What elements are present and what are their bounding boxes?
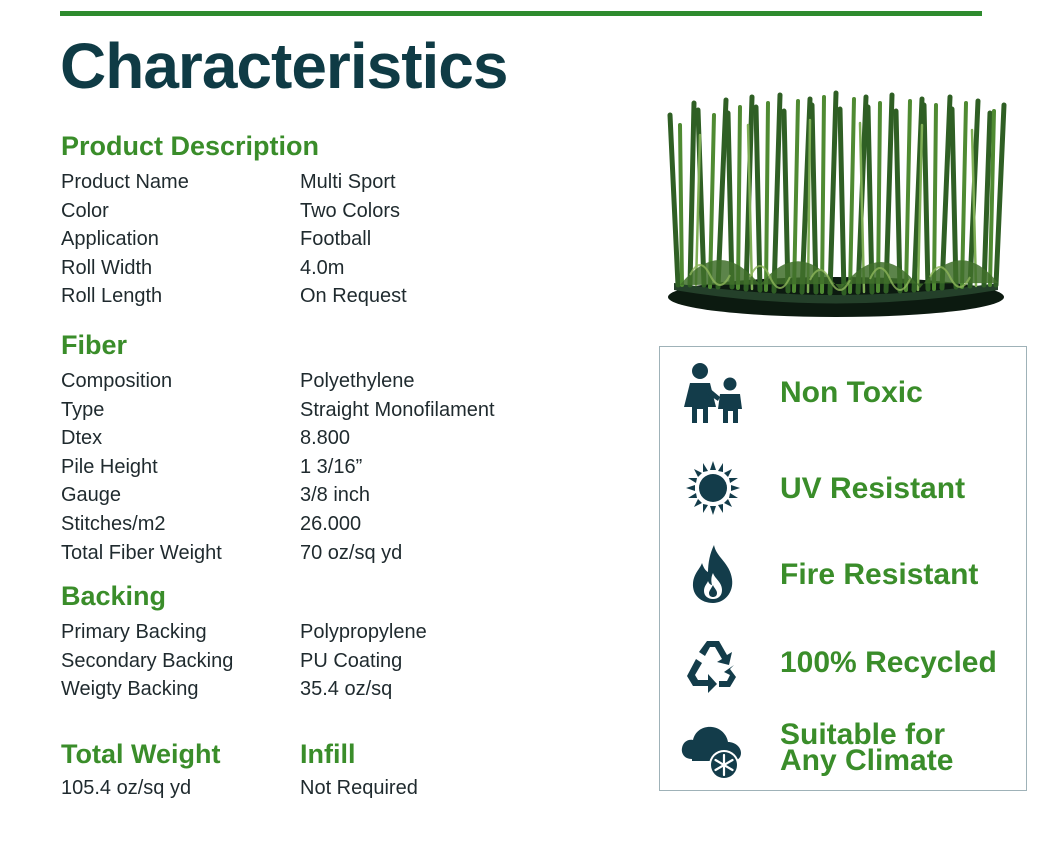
feature-fire-resistant xyxy=(660,539,1026,619)
spec-value: 4.0m xyxy=(300,256,345,279)
spec-value: 70 oz/sq yd xyxy=(300,541,403,564)
feature-label-line2: Any Climate xyxy=(780,744,954,777)
spec-value: Polyethylene xyxy=(300,370,415,392)
spec-row xyxy=(61,647,621,676)
spec-value: Polypropylene xyxy=(300,621,427,643)
spec-label: Application xyxy=(61,228,159,251)
feature-any-climate xyxy=(660,715,1026,795)
spec-row xyxy=(61,675,621,704)
spec-label: Secondary Backing xyxy=(61,649,234,672)
spec-row xyxy=(61,453,621,482)
spec-row xyxy=(61,254,621,283)
spec-row xyxy=(61,510,621,539)
backing-section xyxy=(61,580,621,704)
spec-label: Gauge xyxy=(61,484,122,507)
spec-value: Straight Monofilament xyxy=(300,398,495,421)
feature-label: Suitable for xyxy=(780,718,946,751)
spec-value: 8.800 xyxy=(300,427,351,450)
spec-label: Roll Length xyxy=(61,285,163,308)
product-description-section xyxy=(61,130,621,311)
infill-heading: Infill xyxy=(300,739,356,769)
feature-non-toxic xyxy=(660,357,1026,437)
feature-label: Non Toxic xyxy=(780,376,923,409)
spec-value: 35.4 oz/sq xyxy=(300,678,393,701)
spec-label: Product Name xyxy=(61,171,189,193)
feature-recycled xyxy=(660,627,1026,707)
spec-value: Football xyxy=(300,228,372,251)
summary-row xyxy=(61,736,621,804)
total-weight-block xyxy=(61,736,300,804)
cloud-snow-icon xyxy=(678,715,748,785)
spec-row xyxy=(61,282,621,311)
features-panel xyxy=(659,346,1027,791)
spec-value: Multi Sport xyxy=(300,171,396,193)
section-heading: Product Description xyxy=(61,131,320,161)
recycle-icon xyxy=(678,627,748,697)
spec-value: On Request xyxy=(300,285,407,308)
spec-row xyxy=(61,539,621,568)
spec-label: Composition xyxy=(61,370,173,392)
spec-row xyxy=(61,396,621,425)
spec-row xyxy=(61,481,621,510)
spec-label: Roll Width xyxy=(61,256,153,279)
spec-row xyxy=(61,367,621,396)
spec-value: Two Colors xyxy=(300,199,401,222)
sun-icon xyxy=(678,453,748,523)
turf-sample-image xyxy=(660,85,1012,325)
spec-row xyxy=(61,197,621,226)
top-rule xyxy=(60,11,982,16)
infill-block xyxy=(300,736,418,804)
spec-label: Dtex xyxy=(61,427,103,450)
spec-label: Stitches/m2 xyxy=(61,512,166,535)
spec-label: Type xyxy=(61,398,105,421)
spec-value: PU Coating xyxy=(300,649,403,672)
section-heading: Backing xyxy=(61,581,167,611)
family-icon xyxy=(678,357,748,427)
spec-row xyxy=(61,424,621,453)
spec-label: Primary Backing xyxy=(61,621,207,643)
total-weight-heading: Total Weight xyxy=(61,739,221,769)
spec-label: Total Fiber Weight xyxy=(61,541,222,564)
section-heading: Fiber xyxy=(61,330,128,360)
feature-label: Fire Resistant xyxy=(780,558,979,591)
spec-row xyxy=(61,618,621,647)
infill-value: Not Required xyxy=(300,777,418,799)
fiber-section xyxy=(61,329,621,567)
total-weight-value: 105.4 oz/sq yd xyxy=(61,777,192,799)
feature-label: 100% Recycled xyxy=(780,646,997,679)
spec-label: Weigty Backing xyxy=(61,678,199,701)
feature-label: UV Resistant xyxy=(780,472,966,505)
spec-value: 26.000 xyxy=(300,512,362,535)
spec-value: 3/8 inch xyxy=(300,484,371,507)
spec-row xyxy=(61,168,621,197)
spec-value: 1 3/16” xyxy=(300,455,363,478)
page-title: Characteristics xyxy=(60,30,508,102)
spec-row xyxy=(61,225,621,254)
flame-icon xyxy=(678,539,748,609)
spec-label: Color xyxy=(61,199,109,222)
spec-label: Pile Height xyxy=(61,455,158,478)
feature-uv-resistant xyxy=(660,453,1026,533)
